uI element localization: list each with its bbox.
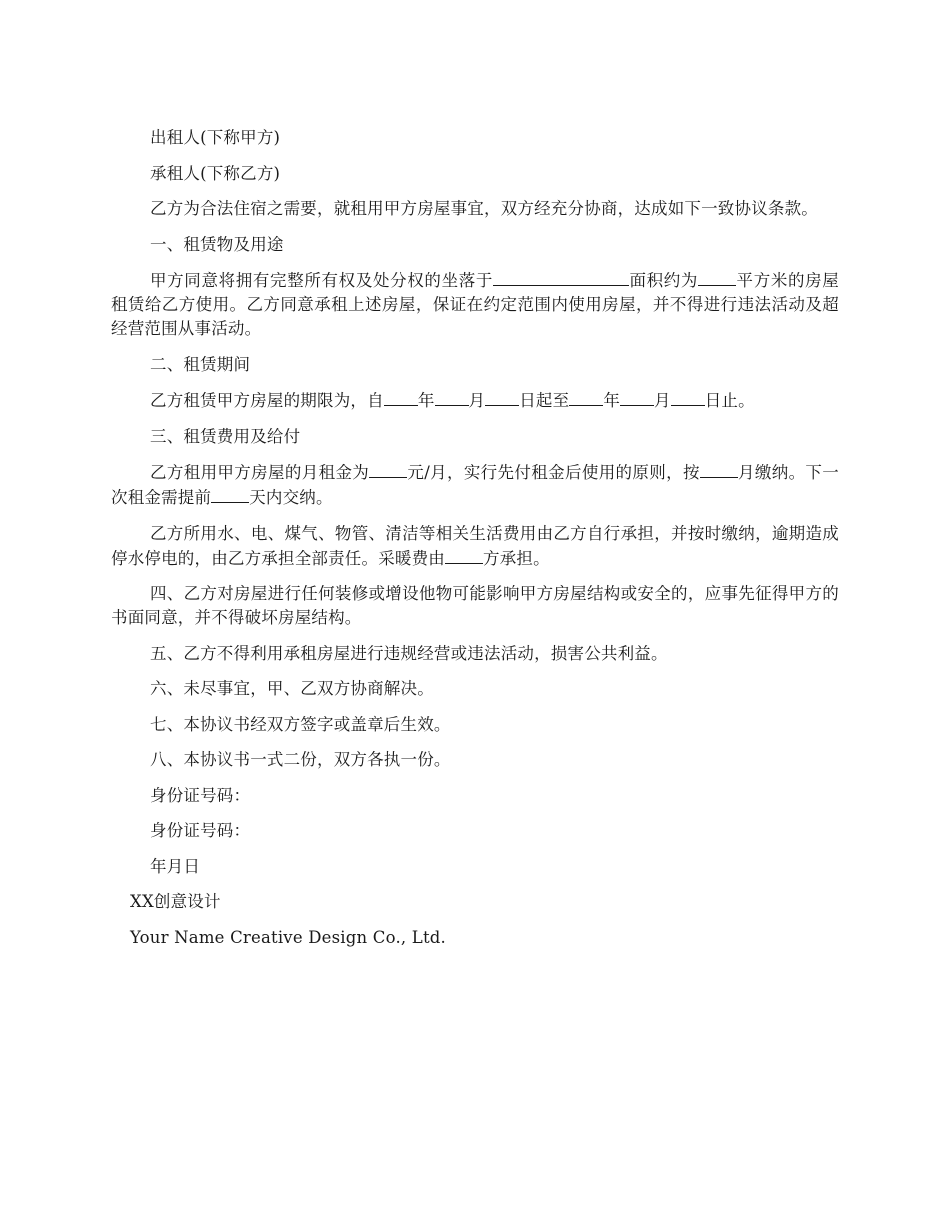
date-line: 年月日: [150, 856, 201, 876]
start-year-blank: [384, 388, 418, 406]
section-1-text-c: 平方米的房屋租赁给乙方使用。乙方同意承租上述房屋，保证在约定范围内使用房屋，并不得进行违法活动及超经营范围从事活动。: [111, 271, 840, 338]
section-2-body: [111, 388, 839, 413]
end-month-label: 月: [654, 391, 671, 410]
section-7: 七、本协议书经双方签字或盖章后生效。: [150, 714, 451, 734]
section-3-text-d: 天内交纳。: [249, 488, 333, 507]
section-3-text-c: 月缴纳。下一次租金需提前: [111, 463, 839, 507]
end-year-blank: [569, 388, 603, 406]
section-3-body: [111, 460, 839, 510]
section-3-utilities: [111, 522, 839, 571]
lessee-line: 承租人(下称乙方): [150, 163, 281, 183]
section-8: 八、本协议书一式二份，双方各执一份。: [150, 750, 451, 769]
section-2-title: 二、租赁期间: [150, 354, 251, 374]
id-number-line-1: 身份证号码：: [150, 785, 251, 805]
utilities-text-a: 乙方所用水、电、煤气、物管、清洁等相关生活费用由乙方自行承担，并按时缴纳，逾期造成停水停电的，由乙方承担全部责任。采暖费由: [111, 523, 839, 568]
start-day-blank: [485, 388, 519, 406]
section-4: 四、乙方对房屋进行任何装修或增设他物可能影响甲方房屋结构或安全的，应事先征得甲方的书面同意，并不得破坏房屋结构。: [111, 584, 839, 627]
section-5: 五、乙方不得利用承租房屋进行违规经营或违法活动，损害公共利益。: [150, 643, 668, 663]
section-3-text-a: 乙方租用甲方房屋的月租金为: [150, 463, 370, 482]
start-month-blank: [435, 388, 469, 406]
area-blank: [698, 268, 736, 286]
section-6: 六、未尽事宜，甲、乙双方协商解决。: [150, 679, 434, 698]
company-name-en: Your Name Creative Design Co., Ltd.: [130, 927, 447, 947]
section-1-text-a: 甲方同意将拥有完整所有权及处分权的坐落于: [150, 271, 494, 290]
advance-days-blank: [211, 485, 249, 503]
end-day-blank: [671, 388, 705, 406]
heating-party-blank: [445, 546, 483, 564]
lessor-line: 出租人(下称甲方): [150, 128, 281, 147]
utilities-text-b: 方承担。: [483, 548, 550, 568]
end-year-label: 年: [603, 391, 621, 410]
section-3-title: 三、租赁费用及给付: [150, 426, 301, 446]
pay-period-blank: [700, 460, 738, 478]
section-1-title: 一、租赁物及用途: [150, 234, 284, 254]
company-name-cn: XX创意设计: [130, 892, 221, 911]
section-2-text-a: 乙方租赁甲方房屋的期限为，自: [150, 391, 384, 410]
rent-blank: [369, 460, 407, 478]
start-month-label: 月: [468, 391, 486, 410]
end-day-label: 日止。: [704, 391, 755, 410]
start-year-label: 年: [417, 391, 435, 410]
section-3-text-b: 元/月，实行先付租金后使用的原则，按: [407, 463, 700, 482]
section-1-body: [111, 268, 839, 341]
start-day-label: 日起至: [519, 391, 570, 410]
end-month-blank: [620, 388, 654, 406]
id-number-line-2: 身份证号码：: [150, 821, 251, 840]
preamble: 乙方为合法住宿之需要，就租用甲方房屋事宜，双方经充分协商，达成如下一致协议条款。: [150, 199, 818, 218]
section-1-text-b: 面积约为: [629, 271, 699, 290]
address-blank: [493, 268, 629, 286]
